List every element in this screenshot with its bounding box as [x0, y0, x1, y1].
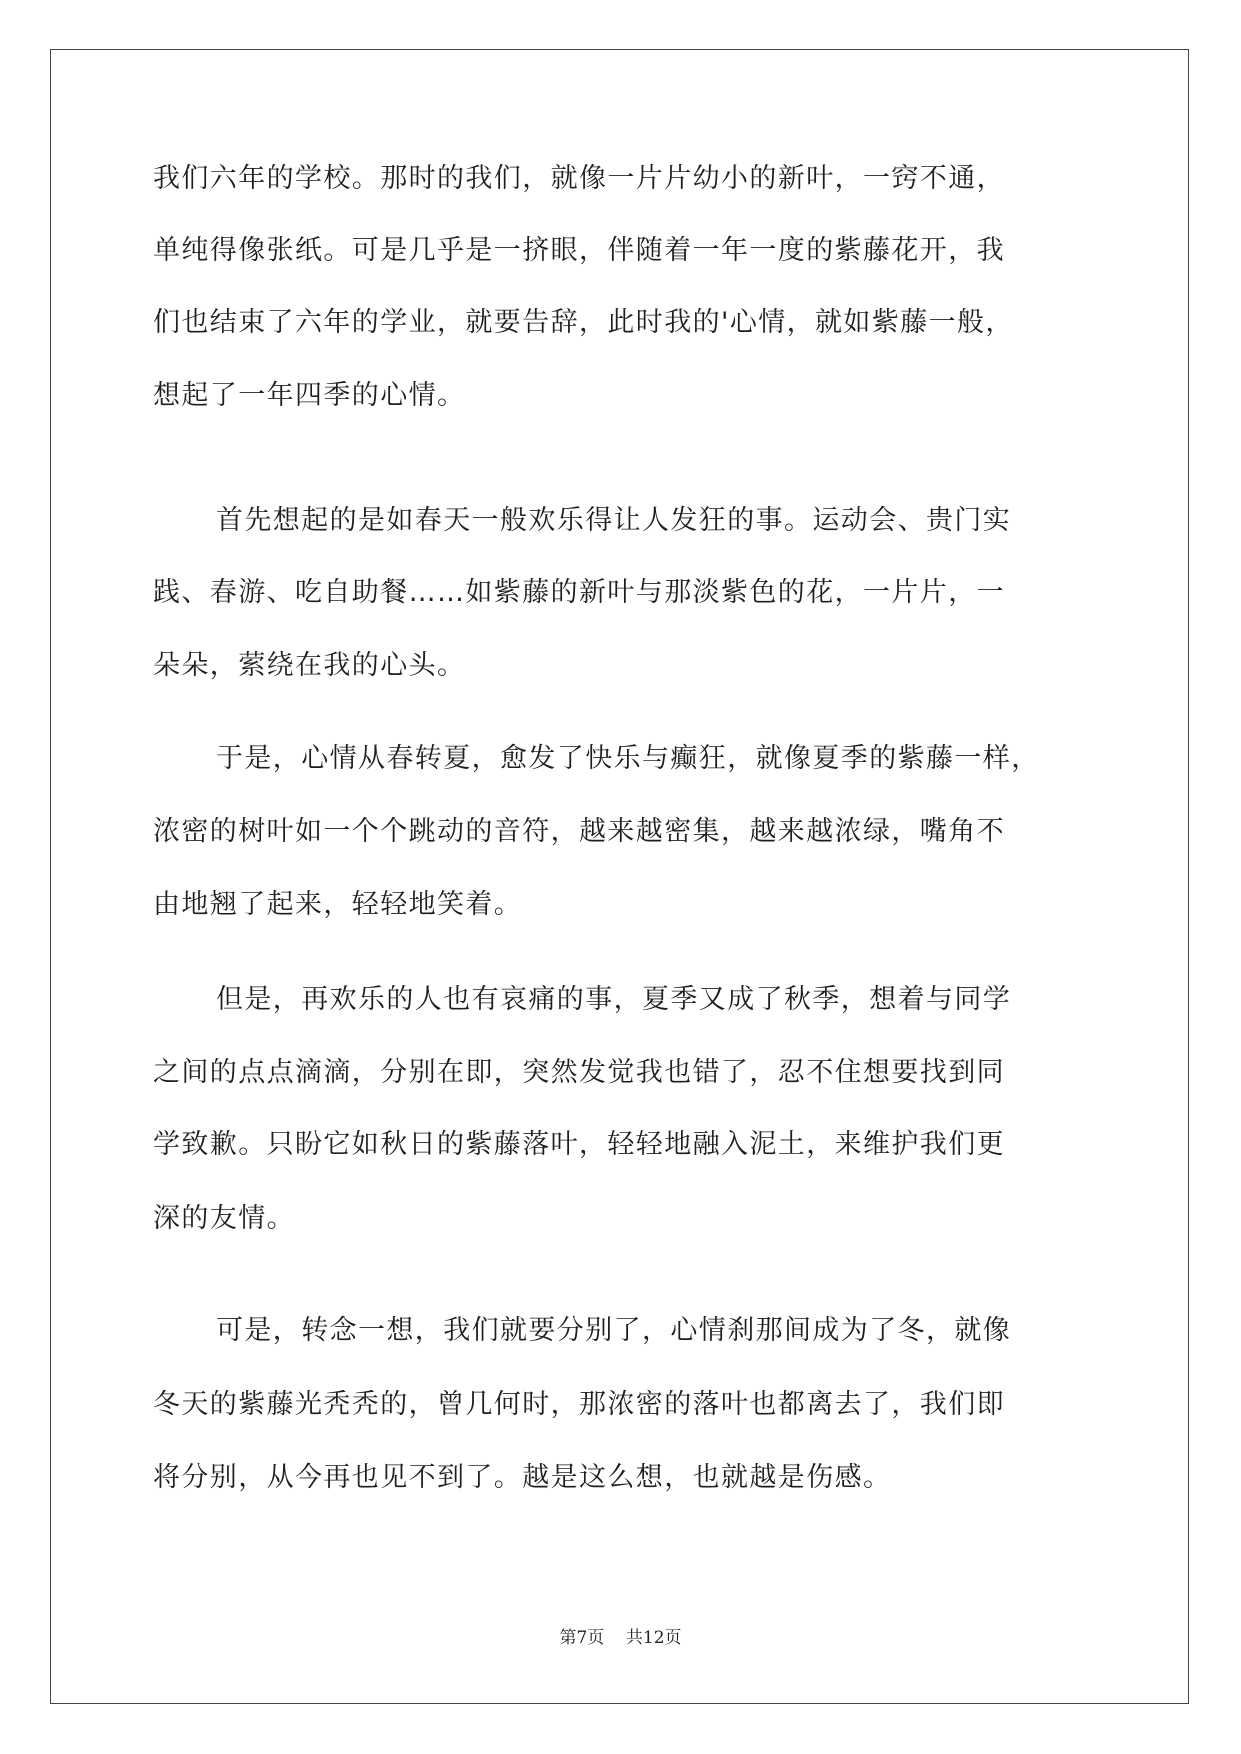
text-line-15: 可是，转念一想，我们就要分别了，心情刹那间成为了冬，就像	[216, 1315, 1012, 1346]
text-line-5: 首先想起的是如春天一般欢乐得让人发狂的事。运动会、贵门实	[216, 505, 1012, 536]
text-line-12: 之间的点点滴滴，分别在即，突然发觉我也错了，忍不住想要找到同	[153, 1057, 1005, 1088]
text-line-8: 于是，心情从春转夏，愈发了快乐与癫狂，就像夏季的紫藤一样，	[216, 743, 1040, 774]
text-line-13: 学致歉。只盼它如秋日的紫藤落叶，轻轻地融入泥土，来维护我们更	[153, 1129, 1005, 1160]
text-line-3: 们也结束了六年的学业，就要告辞，此时我的'心情，就如紫藤一般，	[153, 307, 1014, 338]
page-border	[50, 49, 1189, 1704]
text-line-1: 我们六年的学校。那时的我们，就像一片片幼小的新叶，一窍不通，	[153, 163, 1005, 194]
text-line-2: 单纯得像张纸。可是几乎是一挤眼，伴随着一年一度的紫藤花开，我	[153, 235, 1005, 266]
text-line-9: 浓密的树叶如一个个跳动的音符，越来越密集，越来越浓绿，嘴角不	[153, 816, 1005, 847]
text-line-4: 想起了一年四季的心情。	[153, 380, 466, 411]
text-line-6: 践、春游、吃自助餐……如紫藤的新叶与那淡紫色的花，一片片，一	[153, 577, 1005, 608]
text-line-16: 冬天的紫藤光秃秃的，曾几何时，那浓密的落叶也都离去了，我们即	[153, 1389, 1005, 1420]
text-line-7: 朵朵，萦绕在我的心头。	[153, 650, 466, 681]
text-line-17: 将分别，从今再也见不到了。越是这么想，也就越是伤感。	[153, 1462, 892, 1493]
text-line-10: 由地翘了起来，轻轻地笑着。	[153, 889, 523, 920]
text-line-11: 但是，再欢乐的人也有哀痛的事，夏季又成了秋季，想着与同学	[216, 984, 1012, 1015]
page-number-footer: 第7页 共12页	[559, 1628, 682, 1648]
text-line-14: 深的友情。	[153, 1203, 295, 1234]
